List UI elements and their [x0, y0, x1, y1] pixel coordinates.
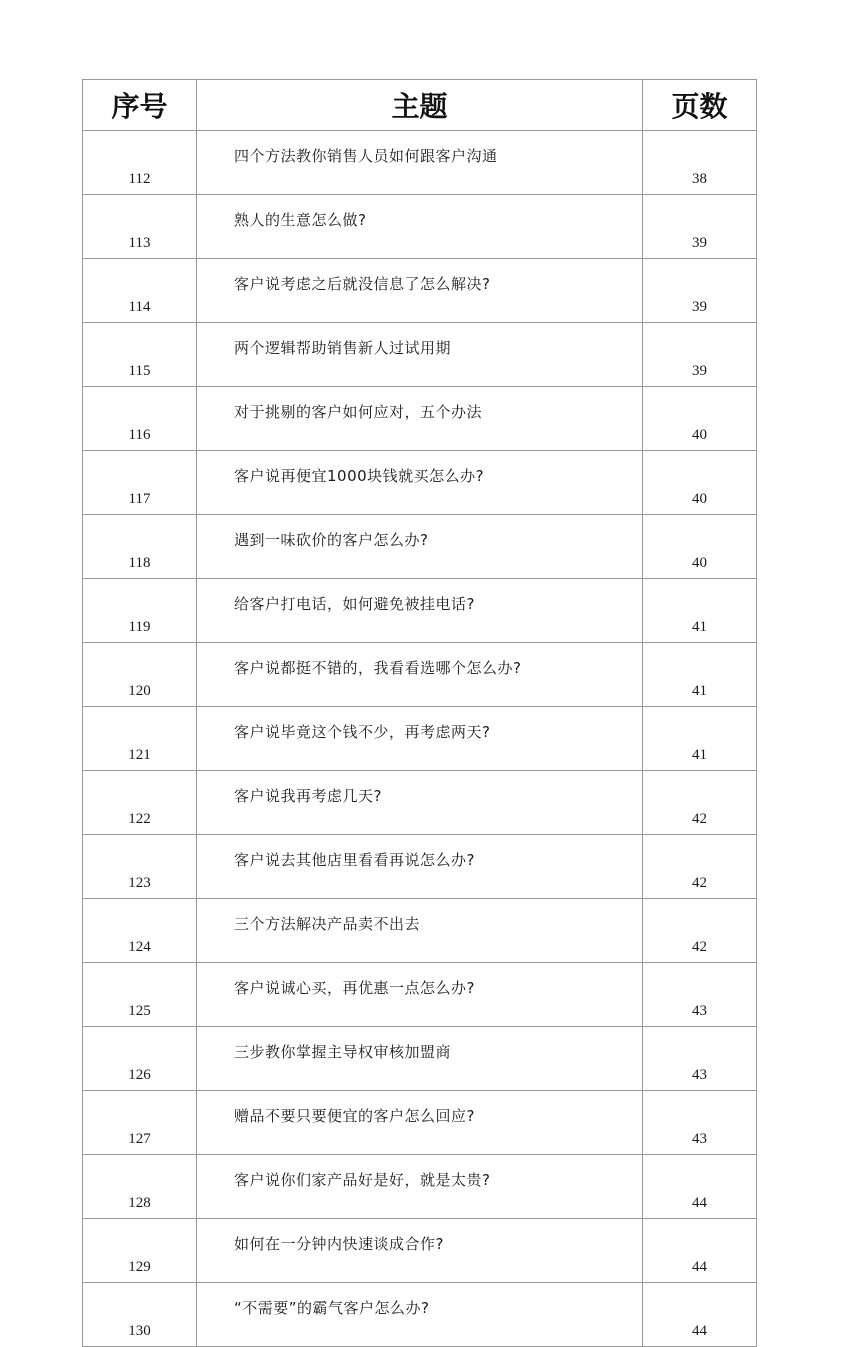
header-num: 序号: [83, 80, 197, 131]
row-number: 113: [83, 195, 197, 259]
row-page: 39: [643, 323, 757, 387]
table-row: [83, 643, 757, 707]
row-topic: 四个方法教你销售人员如何跟客户沟通: [197, 131, 643, 195]
row-page: 39: [643, 195, 757, 259]
row-number: 112: [83, 131, 197, 195]
row-page: 44: [643, 1219, 757, 1283]
toc-table: [82, 79, 757, 1347]
row-number: 125: [83, 963, 197, 1027]
table-row: [83, 1027, 757, 1091]
row-page: 40: [643, 515, 757, 579]
table-row: [83, 131, 757, 195]
row-topic: 客户说去其他店里看看再说怎么办?: [197, 835, 643, 899]
row-topic: 客户说再便宜1000块钱就买怎么办?: [197, 451, 643, 515]
table-row: [83, 1219, 757, 1283]
table-row: [83, 387, 757, 451]
table-row: [83, 1155, 757, 1219]
row-page: 38: [643, 131, 757, 195]
row-page: 44: [643, 1283, 757, 1347]
table-row: [83, 707, 757, 771]
table-row: [83, 963, 757, 1027]
row-page: 44: [643, 1155, 757, 1219]
table-row: [83, 515, 757, 579]
row-topic: 客户说都挺不错的，我看看选哪个怎么办?: [197, 643, 643, 707]
table-row: [83, 771, 757, 835]
table-row: [83, 899, 757, 963]
row-page: 41: [643, 579, 757, 643]
row-page: 42: [643, 899, 757, 963]
header-page: 页数: [643, 80, 757, 131]
row-topic: 对于挑剔的客户如何应对，五个办法: [197, 387, 643, 451]
row-number: 128: [83, 1155, 197, 1219]
table-row: [83, 259, 757, 323]
row-page: 42: [643, 835, 757, 899]
row-topic: 两个逻辑帮助销售新人过试用期: [197, 323, 643, 387]
row-number: 119: [83, 579, 197, 643]
row-topic: 客户说我再考虑几天?: [197, 771, 643, 835]
table-row: [83, 1091, 757, 1155]
row-page: 41: [643, 643, 757, 707]
row-number: 129: [83, 1219, 197, 1283]
header-topic: 主题: [197, 80, 643, 131]
row-page: 40: [643, 387, 757, 451]
row-number: 118: [83, 515, 197, 579]
row-topic: 赠品不要只要便宜的客户怎么回应?: [197, 1091, 643, 1155]
row-topic: 客户说考虑之后就没信息了怎么解决?: [197, 259, 643, 323]
row-number: 127: [83, 1091, 197, 1155]
row-page: 43: [643, 963, 757, 1027]
row-number: 115: [83, 323, 197, 387]
row-topic: 遇到一味砍价的客户怎么办?: [197, 515, 643, 579]
row-topic: 三步教你掌握主导权审核加盟商: [197, 1027, 643, 1091]
table-row: [83, 835, 757, 899]
table-row: [83, 451, 757, 515]
row-page: 43: [643, 1027, 757, 1091]
row-number: 126: [83, 1027, 197, 1091]
row-page: 39: [643, 259, 757, 323]
table-row: [83, 195, 757, 259]
row-number: 114: [83, 259, 197, 323]
row-topic: 如何在一分钟内快速谈成合作?: [197, 1219, 643, 1283]
row-number: 123: [83, 835, 197, 899]
row-number: 117: [83, 451, 197, 515]
table-row: [83, 323, 757, 387]
row-number: 130: [83, 1283, 197, 1347]
table-row: [83, 1283, 757, 1347]
row-topic: 客户说毕竟这个钱不少，再考虑两天?: [197, 707, 643, 771]
row-number: 120: [83, 643, 197, 707]
row-page: 42: [643, 771, 757, 835]
row-topic: 给客户打电话，如何避免被挂电话?: [197, 579, 643, 643]
row-number: 124: [83, 899, 197, 963]
row-topic: 客户说诚心买，再优惠一点怎么办?: [197, 963, 643, 1027]
header-row: [83, 80, 757, 131]
row-topic: “不需要”的霸气客户怎么办?: [197, 1283, 643, 1347]
row-number: 122: [83, 771, 197, 835]
row-page: 40: [643, 451, 757, 515]
row-number: 121: [83, 707, 197, 771]
row-page: 43: [643, 1091, 757, 1155]
table-row: [83, 579, 757, 643]
row-number: 116: [83, 387, 197, 451]
row-page: 41: [643, 707, 757, 771]
row-topic: 客户说你们家产品好是好，就是太贵?: [197, 1155, 643, 1219]
row-topic: 三个方法解决产品卖不出去: [197, 899, 643, 963]
row-topic: 熟人的生意怎么做?: [197, 195, 643, 259]
